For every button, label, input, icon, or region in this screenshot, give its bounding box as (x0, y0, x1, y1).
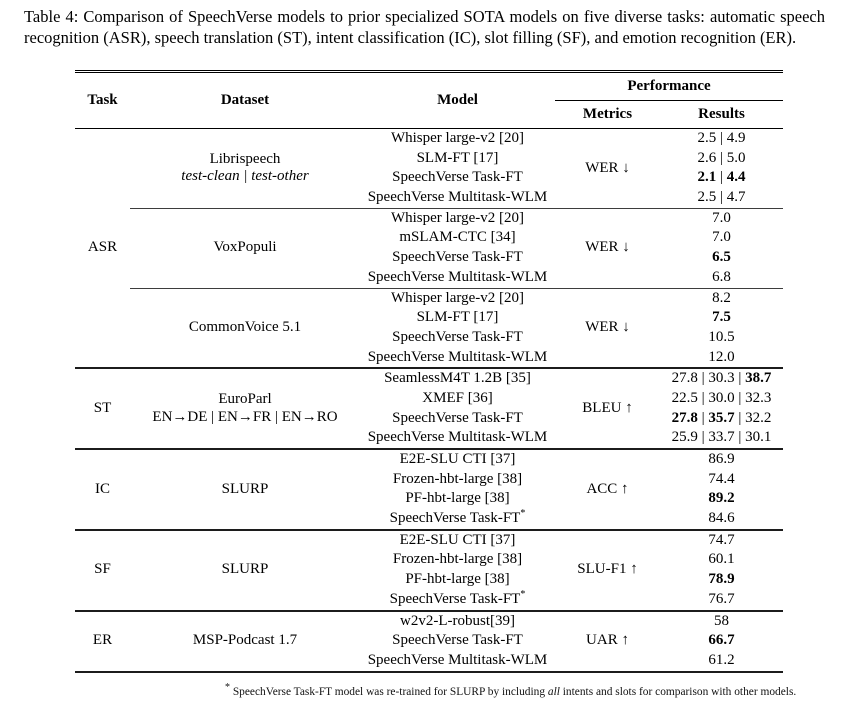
result-value: 58 (714, 612, 729, 629)
result-value: 84.6 (708, 510, 735, 527)
footnote-asterisk: * (225, 682, 230, 694)
result-value: 2.5 (697, 130, 717, 146)
result-value: 89.2 (708, 490, 735, 507)
col-header-model: Model (360, 72, 555, 129)
result-cell (660, 308, 783, 328)
model-cell: XMEF [36] (422, 389, 493, 406)
table-row (75, 611, 783, 632)
metric-cell: WER ↓ (555, 208, 660, 288)
result-cell (660, 449, 783, 470)
result-value: 7.0 (712, 209, 731, 226)
metric-cell: WER ↓ (585, 159, 630, 176)
result-cell (660, 389, 783, 409)
model-cell: PF-hbt-large [38] (405, 571, 510, 588)
result-cell (660, 328, 783, 348)
model-cell: Whisper large-v2 [20] (390, 130, 524, 146)
model-cell: Whisper large-v2 [20] (360, 208, 555, 228)
result-cell (660, 509, 783, 530)
result-cell (660, 530, 783, 551)
result-separator: | (716, 189, 727, 206)
result-value: 32.3 (745, 389, 772, 406)
result-value: 2.5 (697, 189, 717, 206)
table-row (75, 288, 783, 308)
metric-cell: UAR ↑ (555, 611, 660, 672)
task-cell: IC (75, 449, 130, 530)
result-value: 66.7 (708, 632, 735, 649)
result-value: 78.9 (708, 571, 735, 588)
model-footnote-marker: * (520, 588, 526, 600)
table-row (75, 129, 783, 149)
model-cell: SpeechVerse Task-FT* (389, 588, 526, 607)
footnote-text-pre: SpeechVerse Task-FT model was re-trained for SLURP by including (230, 686, 548, 698)
dataset-subtitle: test-clean | test-other (181, 168, 309, 185)
result-value: 74.7 (708, 531, 735, 548)
table-body (75, 129, 783, 672)
result-cell (660, 651, 783, 672)
metric-cell: BLEU ↑ (555, 368, 660, 449)
col-header-dataset: Dataset (130, 72, 360, 129)
model-cell: SpeechVerse Task-FT* (389, 508, 526, 527)
result-cell (660, 409, 783, 429)
col-header-results: Results (660, 101, 783, 129)
result-value: 4.9 (726, 130, 746, 146)
result-value: 60.1 (708, 551, 735, 568)
result-value: 2.6 (697, 149, 717, 166)
result-cell (660, 129, 783, 149)
metric-cell: SLU-F1 ↑ (555, 530, 660, 611)
result-value: 2.1 (697, 169, 717, 186)
dataset-name: EuroParl (218, 390, 272, 407)
result-cell (660, 611, 783, 632)
model-cell: SpeechVerse Multitask-WLM (367, 651, 548, 668)
dataset-cell (130, 530, 360, 611)
model-cell: SpeechVerse Task-FT (392, 409, 523, 426)
dataset-name: CommonVoice 5.1 (188, 319, 302, 336)
model-cell: SpeechVerse Multitask-WLM (367, 429, 548, 446)
model-cell: SpeechVerse Task-FT (392, 632, 523, 649)
result-value: 38.7 (745, 370, 772, 387)
result-value: 7.5 (712, 309, 731, 326)
dataset-name: VoxPopuli (213, 239, 277, 256)
result-separator: | (734, 429, 746, 446)
model-cell: PF-hbt-large [38] (405, 490, 510, 507)
table-footnote (225, 682, 797, 698)
result-value: 22.5 (671, 389, 698, 406)
dataset-cell (130, 611, 360, 672)
result-cell (660, 428, 783, 449)
col-header-performance: Performance (555, 72, 783, 101)
model-cell: SLM-FT [17] (416, 309, 499, 326)
result-cell (660, 208, 783, 228)
model-cell: E2E-SLU CTI [37] (360, 449, 555, 470)
result-value: 8.2 (712, 289, 731, 306)
task-cell: ST (75, 368, 130, 449)
result-value: 74.4 (708, 470, 735, 487)
result-value: 32.2 (745, 409, 772, 426)
model-footnote-marker: * (520, 508, 526, 520)
result-separator: | (716, 149, 727, 166)
model-cell: SpeechVerse Task-FT (392, 249, 523, 266)
dataset-cell (130, 368, 360, 449)
model-cell: SLM-FT [17] (416, 149, 499, 166)
col-header-task: Task (75, 72, 130, 129)
table-row (75, 449, 783, 470)
result-value: 6.8 (712, 268, 731, 285)
result-cell (660, 149, 783, 169)
footnote-text-italic: all (547, 686, 560, 698)
result-value: 35.7 (708, 409, 735, 426)
dataset-cell (130, 129, 360, 209)
result-separator: | (697, 429, 709, 446)
table-row (75, 368, 783, 389)
result-value: 6.5 (712, 249, 731, 266)
result-value: 12.0 (708, 348, 735, 365)
result-value: 27.8 (671, 409, 698, 426)
result-separator: | (716, 169, 727, 186)
result-separator: | (697, 370, 709, 387)
model-cell: SpeechVerse Multitask-WLM (367, 348, 548, 365)
model-cell: SeamlessM4T 1.2B [35] (360, 368, 555, 389)
model-cell: SpeechVerse Task-FT (392, 328, 523, 345)
result-cell (660, 248, 783, 268)
task-cell: ER (75, 611, 130, 672)
result-value: 30.3 (708, 370, 735, 387)
result-separator: | (716, 130, 727, 146)
task-cell: SF (75, 530, 130, 611)
result-separator: | (697, 389, 709, 406)
footnote-text-post: intents and slots for comparison with other models. (559, 686, 797, 698)
result-cell (660, 228, 783, 248)
dataset-name: SLURP (221, 480, 269, 497)
result-value: 86.9 (708, 451, 735, 467)
result-cell (660, 570, 783, 590)
model-cell: Whisper large-v2 [20] (360, 288, 555, 308)
model-cell: Frozen-hbt-large [38] (392, 470, 523, 487)
result-cell (660, 489, 783, 509)
result-cell (660, 348, 783, 369)
result-value: 61.2 (708, 651, 735, 668)
dataset-cell (130, 208, 360, 288)
model-cell: SpeechVerse Multitask-WLM (367, 268, 548, 285)
result-cell (660, 188, 783, 208)
result-value: 30.0 (708, 389, 735, 406)
col-header-metrics: Metrics (555, 101, 660, 129)
dataset-subtitle: EN→DE | EN→FR | EN→RO (152, 408, 338, 425)
result-separator: | (734, 409, 746, 426)
header-row-top (75, 72, 783, 101)
task-cell: ASR (87, 239, 118, 256)
result-cell (660, 288, 783, 308)
table-row (75, 530, 783, 551)
model-cell: w2v2-L-robust[39] (360, 611, 555, 632)
result-cell (660, 470, 783, 490)
dataset-name: SLURP (221, 561, 269, 578)
result-separator: | (697, 409, 709, 426)
result-cell (660, 268, 783, 288)
result-cell (660, 631, 783, 651)
model-cell: SpeechVerse Multitask-WLM (367, 189, 548, 206)
metric-cell: WER ↓ (555, 288, 660, 368)
dataset-name: MSP-Podcast 1.7 (192, 632, 298, 649)
model-cell: SpeechVerse Task-FT (392, 169, 523, 186)
result-cell (660, 168, 783, 188)
model-cell: mSLAM-CTC [34] (399, 229, 516, 246)
result-value: 4.7 (726, 189, 746, 206)
result-cell (660, 590, 783, 611)
result-value: 27.8 (671, 370, 698, 387)
dataset-cell (130, 449, 360, 530)
model-cell: E2E-SLU CTI [37] (360, 530, 555, 551)
table-row (75, 208, 783, 228)
dataset-name: Librispeech (209, 150, 281, 167)
results-table (75, 70, 783, 673)
result-value: 10.5 (708, 328, 735, 345)
result-value: 4.4 (726, 169, 746, 186)
result-cell (660, 368, 783, 389)
table-caption: Table 4: Comparison of SpeechVerse models to prior specialized SOTA models on five diverse tasks: automatic speech recognition (ASR), speech translation (ST), intent classification (IC), slot filling (SF), and emotion recognition (ER). (24, 7, 825, 48)
dataset-cell (130, 288, 360, 368)
result-separator: | (734, 389, 746, 406)
result-value: 30.1 (745, 429, 772, 446)
result-value: 25.9 (671, 429, 698, 446)
result-separator: | (734, 370, 746, 387)
result-cell (660, 550, 783, 570)
model-cell: Frozen-hbt-large [38] (392, 551, 523, 568)
result-value: 76.7 (708, 590, 735, 607)
metric-cell: ACC ↑ (555, 449, 660, 530)
result-value: 7.0 (712, 229, 731, 246)
result-value: 5.0 (726, 149, 746, 166)
result-value: 33.7 (708, 429, 735, 446)
